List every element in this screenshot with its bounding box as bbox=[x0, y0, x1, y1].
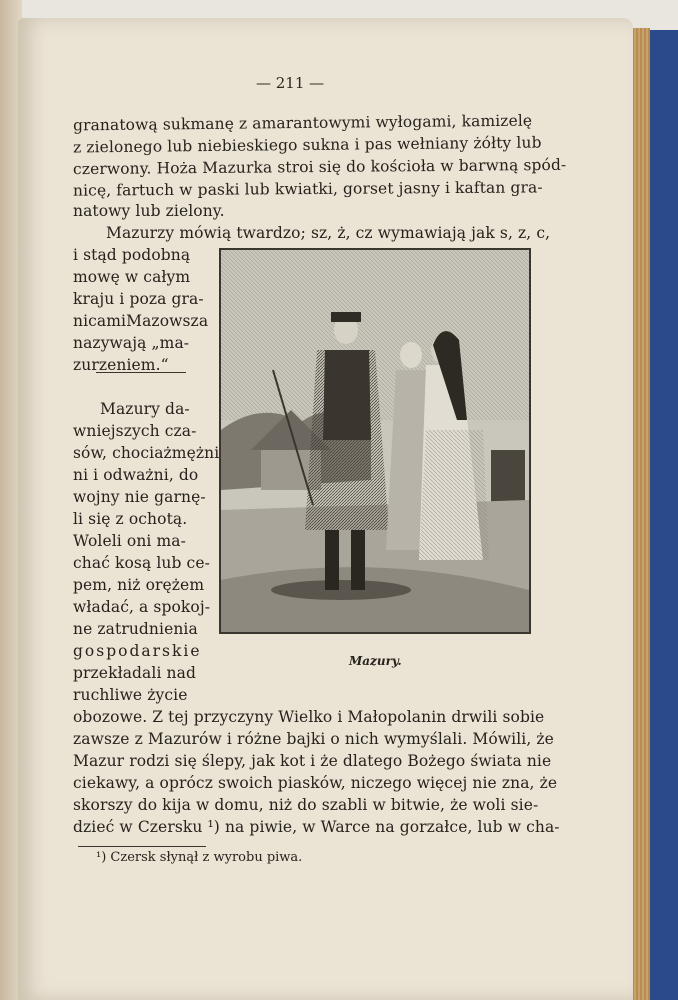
text-line: Woleli oni ma- bbox=[73, 532, 186, 550]
text-line: li się z ochotą. bbox=[73, 510, 188, 528]
text-line: nazywają „ma- bbox=[73, 334, 190, 352]
footnote-rule bbox=[78, 846, 206, 847]
text-line: obozowe. Z tej przyczyny Wielko i Małopolanin drwili sobie bbox=[73, 708, 545, 726]
text-line: wojny nie garnę- bbox=[73, 488, 206, 506]
section-separator bbox=[96, 372, 186, 373]
text-line: Mazury da- bbox=[100, 400, 190, 418]
text-line: władać, a spokoj- bbox=[73, 598, 211, 616]
illustration-caption: Mazury. bbox=[349, 654, 402, 668]
text-line: zawsze z Mazurów i różne bajki o nich wymyślali. Mówili, że bbox=[73, 730, 554, 748]
text-line: czerwony. Hoża Mazurka stroi się do kościoła w barwną spód- bbox=[72, 155, 567, 179]
text-line: i stąd podobną bbox=[73, 246, 191, 264]
text-line: przekładali nad bbox=[73, 664, 196, 682]
text-line: kraju i poza gra- bbox=[73, 290, 204, 308]
text-line: natowy lub zielony. bbox=[73, 202, 225, 220]
book-page bbox=[18, 18, 633, 1000]
text-line: pem, niż orężem bbox=[73, 576, 205, 594]
text-line: wniejszych cza- bbox=[73, 422, 197, 440]
engraving-image bbox=[221, 250, 529, 632]
text-line: skorszy do kija w domu, niż do szabli w bitwie, że woli sie- bbox=[73, 796, 539, 814]
page-number: — 211 — bbox=[256, 74, 325, 92]
text-line: gospodarskie bbox=[73, 642, 202, 660]
text-line: ni i odważni, do bbox=[73, 466, 199, 484]
text-line: ne zatrudnienia bbox=[73, 620, 198, 638]
text-line: zurzeniem.“ bbox=[73, 356, 169, 374]
text-line: chać kosą lub ce- bbox=[73, 554, 210, 572]
text-line: z zielonego lub niebieskiego sukna i pas wełniany żółty lub bbox=[72, 133, 542, 157]
illustration-mazury bbox=[219, 248, 531, 634]
text-line: nicamiMazowsza bbox=[73, 312, 209, 330]
text-line: Mazur rodzi się ślepy, jak kot i że dlatego Bożego świata nie bbox=[73, 752, 552, 770]
text-line: Mazurzy mówią twardzo; sz, ż, cz wymawiają jak s, z, c, bbox=[106, 224, 551, 242]
text-line: dzieć w Czersku ¹) na piwie, w Warce na gorzałce, lub w cha- bbox=[73, 818, 560, 836]
text-line: nicę, fartuch w paski lub kwiatki, gorset jasny i kaftan gra- bbox=[72, 178, 543, 200]
text-line: sów, chociażmężni bbox=[73, 444, 220, 462]
footnote: ¹) Czersk słynął z wyrobu piwa. bbox=[96, 850, 303, 865]
text-line: ciekawy, a oprócz swoich piasków, niczego więcej nie zna, że bbox=[73, 774, 558, 792]
text-line: mowę w całym bbox=[73, 268, 191, 286]
text-line: ruchliwe życie bbox=[73, 686, 188, 704]
text-line: granatową sukmanę z amarantowymi wyłogami, kamizelę bbox=[72, 111, 533, 135]
